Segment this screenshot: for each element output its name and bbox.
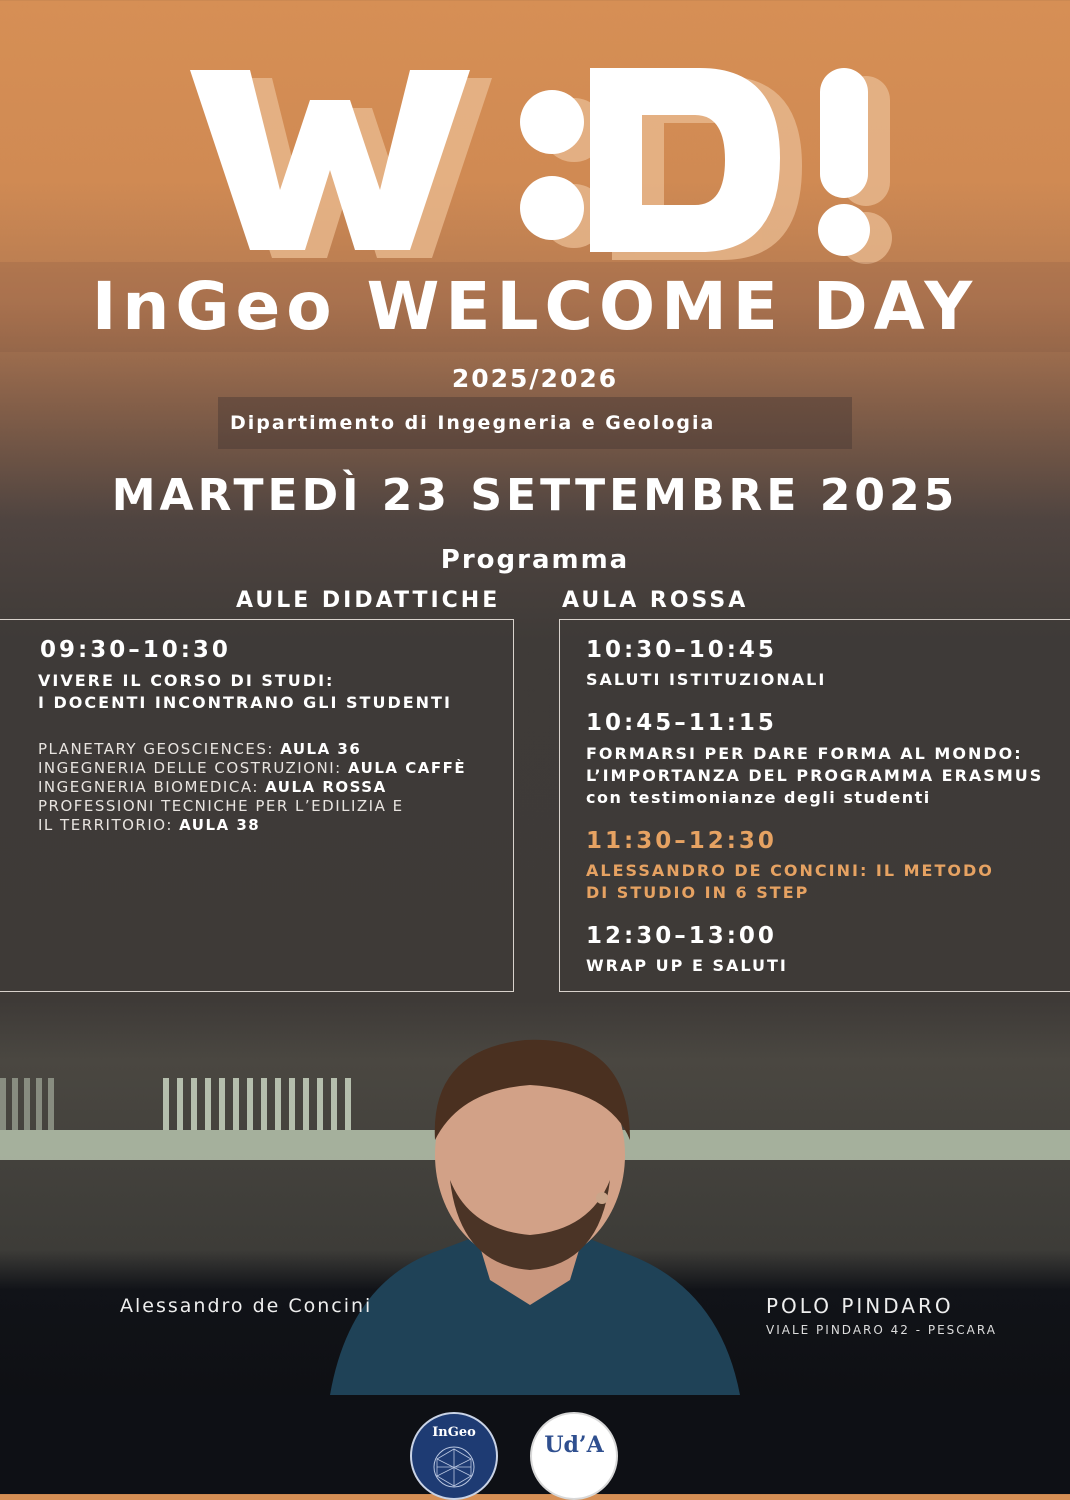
room-row: PLANETARY GEOSCIENCES: AULA 36 [38, 740, 362, 758]
left-column-heading: AULE DIDATTICHE [236, 588, 501, 613]
left-time: 09:30–10:30 [40, 637, 231, 663]
slot-1-time: 10:30–10:45 [586, 637, 777, 663]
ingeo-logo-text: InGeo [432, 1425, 476, 1440]
slot-2-title-line1: FORMARSI PER DARE FORMA AL MONDO: [586, 744, 1023, 763]
left-session-line1: VIVERE IL CORSO DI STUDI: [38, 671, 335, 690]
uda-logo-text: Ud’A [544, 1432, 604, 1458]
uda-logo [530, 1412, 618, 1500]
room-row: INGEGNERIA BIOMEDICA: AULA ROSSA [38, 778, 387, 796]
slot-3-title-line2: DI STUDIO IN 6 STEP [586, 883, 810, 902]
room-row: IL TERRITORIO: AULA 38 [38, 816, 261, 834]
department-name: Dipartimento di Ingegneria e Geologia [230, 412, 716, 434]
slot-1-title: SALUTI ISTITUZIONALI [586, 670, 827, 689]
room-row: PROFESSIONI TECNICHE PER L’EDILIZIA E [38, 797, 404, 815]
stage-rail-left [0, 1078, 60, 1130]
slot-2-note: con testimonianze degli studenti [586, 788, 931, 807]
venue-name: POLO PINDARO [766, 1294, 954, 1318]
slot-2-title-line2: L’IMPORTANZA DEL PROGRAMMA ERASMUS [586, 766, 1044, 785]
slot-3-title-line1: ALESSANDRO DE CONCINI: IL METODO [586, 861, 994, 880]
slot-3-time: 11:30–12:30 [586, 828, 777, 854]
right-column-heading: AULA ROSSA [562, 588, 749, 613]
program-heading: Programma [440, 545, 630, 575]
globe-network-icon [429, 1444, 479, 1490]
room-row: INGEGNERIA DELLE COSTRUZIONI: AULA CAFFÈ [38, 759, 467, 777]
left-session-line2: I DOCENTI INCONTRANO GLI STUDENTI [38, 693, 452, 712]
speaker-photo [310, 1030, 750, 1395]
academic-year: 2025/2026 [451, 364, 619, 393]
slot-2-time: 10:45–11:15 [586, 710, 777, 736]
venue-address: VIALE PINDARO 42 - PESCARA [766, 1323, 997, 1337]
rooms-list [38, 740, 466, 835]
ingeo-logo [410, 1412, 498, 1500]
event-title: InGeo WELCOME DAY [91, 268, 979, 345]
event-date: MARTEDÌ 23 SETTEMBRE 2025 [111, 470, 959, 521]
slot-4-time: 12:30–13:00 [586, 923, 777, 949]
slot-4-title: WRAP UP E SALUTI [586, 956, 788, 975]
wd-logo [180, 40, 900, 270]
speaker-name: Alessandro de Concini [120, 1295, 373, 1317]
